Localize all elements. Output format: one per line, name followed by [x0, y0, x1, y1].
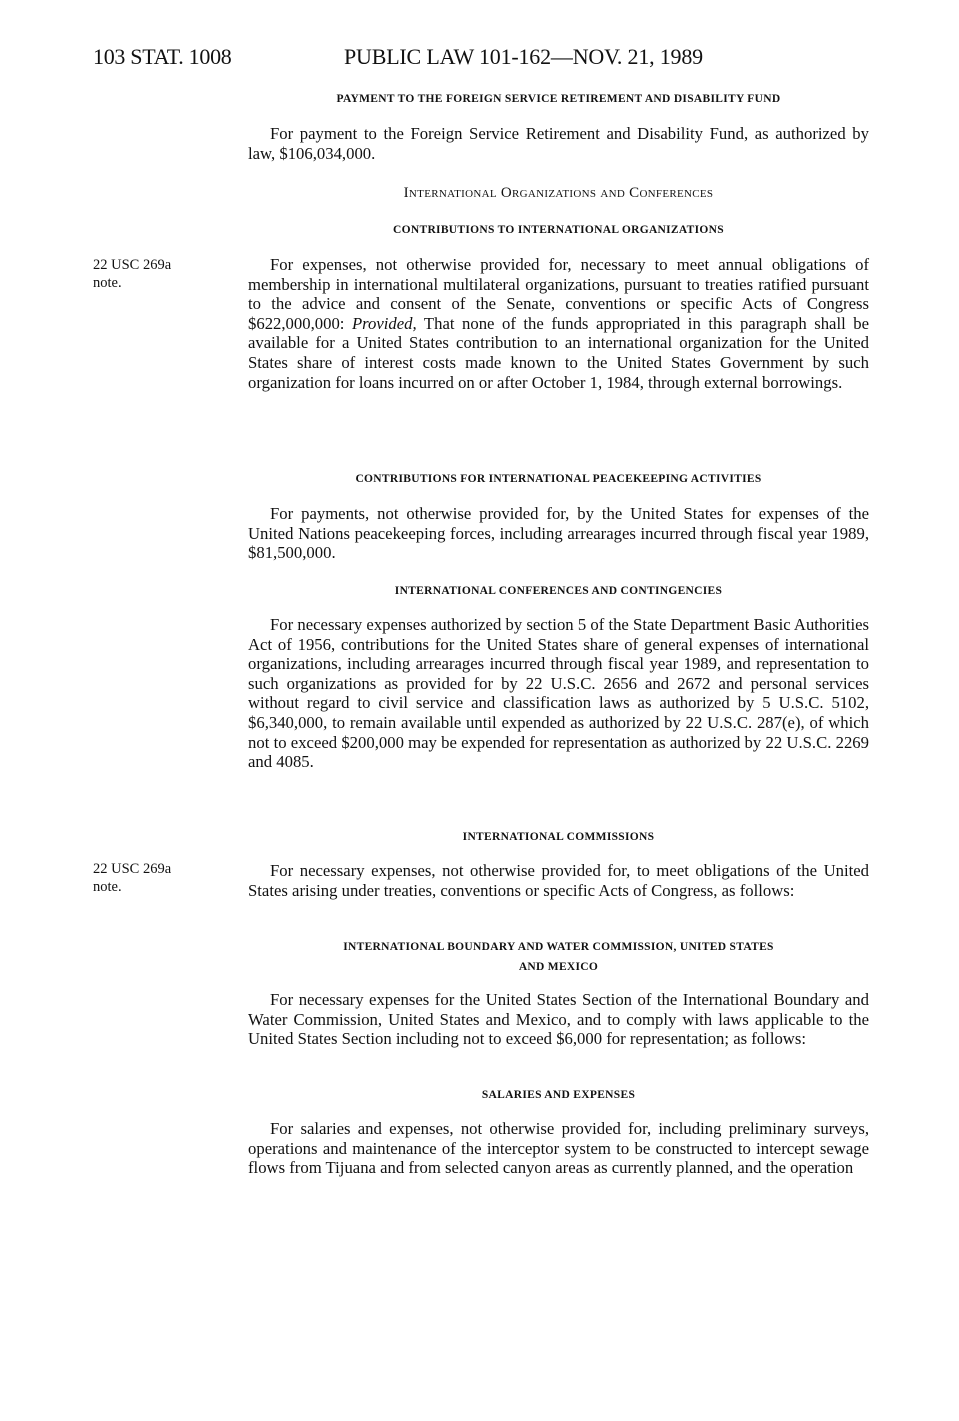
section-body — [248, 990, 869, 1049]
section-body — [248, 255, 869, 392]
paragraph-text: For expenses, not otherwise provided for, necessary to meet annual obligations of membership in international multilateral organizations, pursuant to treaties ratified pursuant to the advice and consent of the Senate, conventions or specific Acts of Congress $622,000,000: — [248, 255, 869, 333]
section-paragraph: For necessary expenses authorized by section 5 of the State Department Basic Authorities Act of 1956, contributions for the United States share of general expenses of international organizations, including arrearages incurred through fiscal year 1989, and representation to such organizations as provided for by 22 U.S.C. 2656 and 2672 and personal services without regard to civil service and classification laws as authorized by 5 U.S.C. 5102, $6,340,000, to remain available until expended as authorized by 22 U.S.C. 287(e), of which not to exceed $200,000 may be expended for representation as authorized by 22 U.S.C. 2269 and 4085. — [248, 615, 869, 772]
section-paragraph: For payment to the Foreign Service Retirement and Disability Fund, as authorized by law, $106,034,000. — [248, 124, 869, 163]
section-heading: PAYMENT TO THE FOREIGN SERVICE RETIREMENT AND DISABILITY FUND — [336, 93, 781, 105]
section-heading: CONTRIBUTIONS FOR INTERNATIONAL PEACEKEEPING ACTIVITIES — [355, 473, 762, 485]
section-paragraph: For payments, not otherwise provided for, by the United States for expenses of the United Nations peacekeeping forces, including arrearages incurred through fiscal year 1989, $81,500,000. — [248, 504, 869, 563]
running-head — [93, 44, 873, 74]
heading-line: INTERNATIONAL BOUNDARY AND WATER COMMISSION, UNITED STATES — [343, 941, 774, 953]
section-paragraph: For necessary expenses, not otherwise provided for, to meet obligations of the United States arising under treaties, conventions or specific Acts of Congress, as follows: — [248, 861, 869, 900]
margin-note-line: 22 USC 269a — [93, 861, 172, 877]
public-law-title: PUBLIC LAW 101-162—NOV. 21, 1989 — [344, 44, 703, 69]
margin-note-line: note. — [93, 275, 122, 291]
margin-note-line: note. — [93, 879, 122, 895]
title-heading: International Organizations and Conferences — [403, 185, 714, 201]
section-heading: CONTRIBUTIONS TO INTERNATIONAL ORGANIZATIONS — [393, 224, 724, 236]
section-body — [248, 124, 869, 163]
section-heading: INTERNATIONAL COMMISSIONS — [462, 831, 655, 843]
statute-page-reference: 103 STAT. 1008 — [93, 44, 232, 69]
section-body — [248, 861, 869, 900]
section-heading: INTERNATIONAL CONFERENCES AND CONTINGENCIES — [394, 585, 723, 597]
section-body — [248, 1119, 869, 1178]
section-heading: SALARIES AND EXPENSES — [481, 1089, 636, 1101]
proviso-word: Provided, — [351, 313, 417, 333]
heading-line: AND MEXICO — [518, 961, 599, 973]
section-paragraph — [248, 255, 869, 392]
section-body — [248, 504, 869, 563]
margin-note-line: 22 USC 269a — [93, 257, 172, 273]
margin-note-citation — [93, 256, 213, 292]
margin-note-citation — [93, 860, 213, 896]
section-paragraph: For salaries and expenses, not otherwise provided for, including preliminary surveys, operations and maintenance of the interceptor system to be constructed to intercept sewage flows from Tijuana and from selected canyon areas as currently planned, and the operation — [248, 1119, 869, 1178]
section-heading — [248, 937, 869, 977]
section-body — [248, 615, 869, 772]
paragraph-text: That none of the funds appropriated in this paragraph shall be available for a United States contribution to an international organization for the United States share of interest costs made known to the United States Government by such organization for loans incurred on or after October 1, 1984, through external borrowings. — [248, 313, 869, 392]
section-paragraph: For necessary expenses for the United States Section of the International Boundary and Water Commission, United States and Mexico, and to comply with laws applicable to the United States Section including not to exceed $6,000 for representation; as follows: — [248, 990, 869, 1049]
